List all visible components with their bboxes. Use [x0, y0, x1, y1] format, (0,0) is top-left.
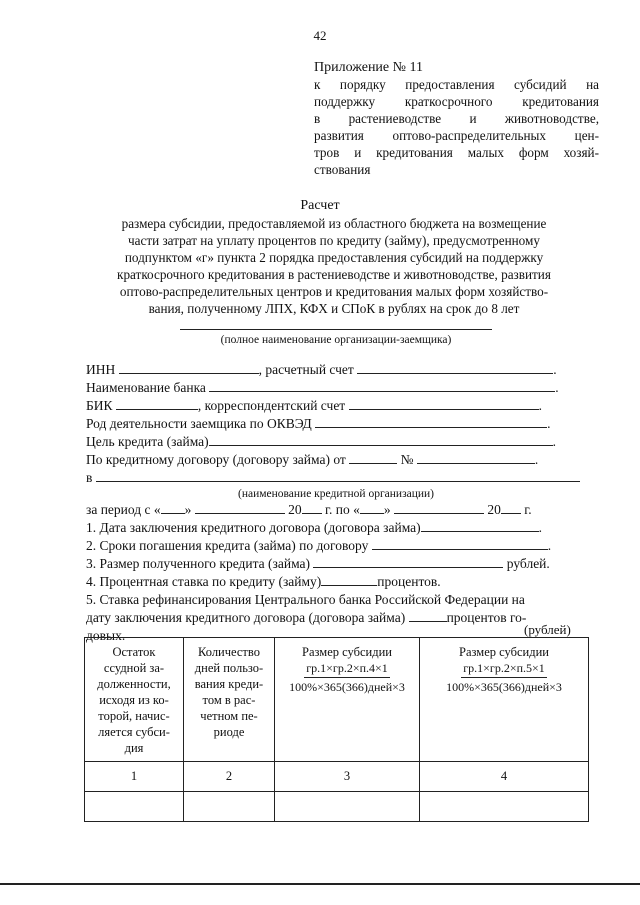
bik-row: БИК , корреспондентский счет . [86, 398, 542, 413]
appendix-line: к порядку предоставления субсидий на [314, 77, 599, 92]
lender-row [86, 469, 586, 487]
period-to-day-field[interactable] [360, 501, 384, 514]
header-col-3-denominator: 100%×365(366)дней×3 [289, 680, 405, 694]
quote-close: » [383, 502, 391, 517]
appendix-line: поддержку краткосрочного кредитования [314, 94, 599, 109]
table-cell[interactable] [184, 792, 275, 822]
item-4-row [86, 573, 586, 591]
header-col-2 [184, 638, 275, 762]
lender-label: в [86, 470, 93, 485]
item-5-label-3: довых. [86, 628, 126, 643]
header-col-3-numerator: гр.1×гр.2×п.4×1 [304, 660, 390, 678]
table-cell[interactable] [275, 792, 420, 822]
item-4-label: 4. Процентная ставка по кредиту (займу) [86, 574, 322, 589]
inn-row: ИНН , расчетный счет . [86, 362, 557, 377]
column-number: 3 [275, 762, 420, 792]
item-3-row [86, 555, 586, 573]
calc-line: подпунктом «г» пункта 2 порядка предоставления субсидий на поддержку [124, 250, 544, 265]
period-from-day-field[interactable] [161, 501, 185, 514]
period-row [86, 501, 586, 519]
account-field[interactable] [357, 361, 553, 374]
borrower-form [86, 361, 586, 645]
appendix-line: развития оптово-распределительных цен- [314, 128, 599, 143]
corr-account-label: , корреспондентский счет [197, 398, 346, 413]
appendix-line: тров и кредитования малых форм хозяй- [314, 145, 599, 160]
item-5-row [86, 591, 586, 609]
contract-number-label: № [400, 452, 414, 467]
item-4-field[interactable] [321, 573, 377, 586]
bank-name-label: Наименование банка [86, 380, 206, 395]
appendix-line: ствования [314, 162, 371, 177]
calc-line: оптово-распределительных центров и кредитования малых форм хозяйство- [119, 284, 549, 299]
table-units: (рублей) [524, 622, 571, 637]
header-col-1-line: дия [124, 741, 144, 755]
item-5-row-2 [86, 609, 586, 627]
quote-close: » [184, 502, 192, 517]
table-header-row [85, 638, 589, 762]
calc-line: размера субсидии, предоставляемой из областного бюджета на возмещение [121, 216, 547, 231]
bank-name-row: Наименование банка . [86, 380, 559, 395]
header-col-4-numerator: гр.1×гр.2×п.5×1 [461, 660, 547, 678]
period-from-label: за период с « [86, 502, 161, 517]
item-5-label: 5. Ставка рефинансирования Центрального банка Российской Федерации на [86, 592, 525, 607]
appendix-header [314, 59, 599, 178]
table-number-row [85, 762, 589, 792]
year-suffix: г. [524, 502, 532, 517]
lender-field[interactable] [96, 469, 580, 482]
column-number: 4 [420, 762, 589, 792]
purpose-field[interactable] [209, 433, 553, 446]
period-from-month-field[interactable] [195, 501, 285, 514]
activity-row: Род деятельности заемщика по ОКВЭД . [86, 416, 551, 431]
header-col-2-line: дней пользо- [194, 661, 264, 675]
header-col-1-line: торой, начис- [98, 709, 170, 723]
period-from-year-field[interactable] [302, 501, 322, 514]
contract-row: По кредитному договору (договору займа) от № . [86, 452, 539, 467]
header-col-1-line: исходя из ко- [99, 693, 169, 707]
item-5-field[interactable] [409, 609, 447, 622]
header-col-1-line: ляется субси- [98, 725, 170, 739]
header-col-4-title: Размер субсидии [459, 645, 549, 659]
header-col-1-line: ссудной за- [103, 661, 165, 675]
header-col-3 [275, 638, 420, 762]
period-to-year-field[interactable] [501, 501, 521, 514]
account-label: , расчетный счет [258, 362, 354, 377]
appendix-title: Приложение № 11 [314, 60, 423, 75]
calc-line: краткосрочного кредитования в растениеводстве и животноводстве, развития [117, 267, 551, 282]
purpose-row: Цель кредита (займа) . [86, 434, 557, 449]
calc-line: вания, полученному ЛПХ, КФХ и СПоК в рублях на срок до 8 лет [148, 301, 520, 316]
header-col-2-line: риоде [213, 725, 245, 739]
contract-label: По кредитному договору (договору займа) от [86, 452, 346, 467]
item-1-field[interactable] [421, 519, 539, 532]
inn-field[interactable] [119, 361, 259, 374]
period-to-month-field[interactable] [394, 501, 484, 514]
bik-field[interactable] [116, 397, 198, 410]
header-col-1-line: Остаток [112, 645, 156, 659]
page-number: 42 [313, 28, 327, 43]
period-to-label: г. по « [325, 502, 360, 517]
table-cell[interactable] [420, 792, 589, 822]
column-number: 2 [184, 762, 275, 792]
contract-date-field[interactable] [349, 451, 397, 464]
subsidy-table [84, 637, 589, 822]
calc-line: части затрат на уплату процентов по кредиту (займу), предусмотренному [128, 233, 540, 248]
column-number: 1 [85, 762, 184, 792]
year-prefix: 20 [487, 502, 501, 517]
item-3-unit: рублей. [506, 556, 550, 571]
item-4-unit: процентов. [377, 574, 441, 589]
bik-label: БИК [86, 398, 113, 413]
header-col-2-line: том в рас- [202, 693, 256, 707]
header-col-4-denominator: 100%×365(366)дней×3 [446, 680, 562, 694]
item-3-label: 3. Размер полученного кредита (займа) [86, 556, 311, 571]
corr-account-field[interactable] [349, 397, 539, 410]
item-5-label-2: дату заключения кредитного договора (договора займа) [86, 610, 406, 625]
inn-label: ИНН [86, 362, 116, 377]
header-col-1-line: долженности, [97, 677, 171, 691]
item-2-row: 2. Сроки погашения кредита (займа) по договору . [86, 538, 552, 553]
bank-name-field[interactable] [209, 379, 555, 392]
item-5-unit: процентов го- [446, 610, 527, 625]
page-bottom-rule [0, 883, 640, 885]
header-col-2-line: четном пе- [200, 709, 258, 723]
table-cell[interactable] [85, 792, 184, 822]
header-col-1 [85, 638, 184, 762]
lender-caption: (наименование кредитной организации) [237, 488, 435, 500]
calc-description [84, 215, 584, 317]
calc-title: Расчет [300, 198, 340, 213]
header-col-4 [420, 638, 589, 762]
item-3-field[interactable] [313, 555, 503, 568]
activity-field[interactable] [315, 415, 547, 428]
appendix-line: в растениеводстве и животноводстве, [314, 111, 599, 126]
header-col-3-title: Размер субсидии [302, 645, 392, 659]
header-col-2-line: вания креди- [194, 677, 264, 691]
contract-number-field[interactable] [417, 451, 535, 464]
table-data-row [85, 792, 589, 822]
org-name-field[interactable] [180, 329, 492, 330]
header-col-2-line: Количество [198, 645, 260, 659]
year-prefix: 20 [288, 502, 302, 517]
item-2-label: 2. Сроки погашения кредита (займа) по договору [86, 538, 369, 553]
item-2-field[interactable] [372, 537, 548, 550]
org-name-caption: (полное наименование организации-заемщика) [220, 334, 452, 346]
item-1-label: 1. Дата заключения кредитного договора (договора займа) [86, 520, 421, 535]
activity-label: Род деятельности заемщика по ОКВЭД [86, 416, 312, 431]
item-1-row: 1. Дата заключения кредитного договора (договора займа) . [86, 520, 543, 535]
purpose-label: Цель кредита (займа) [86, 434, 209, 449]
